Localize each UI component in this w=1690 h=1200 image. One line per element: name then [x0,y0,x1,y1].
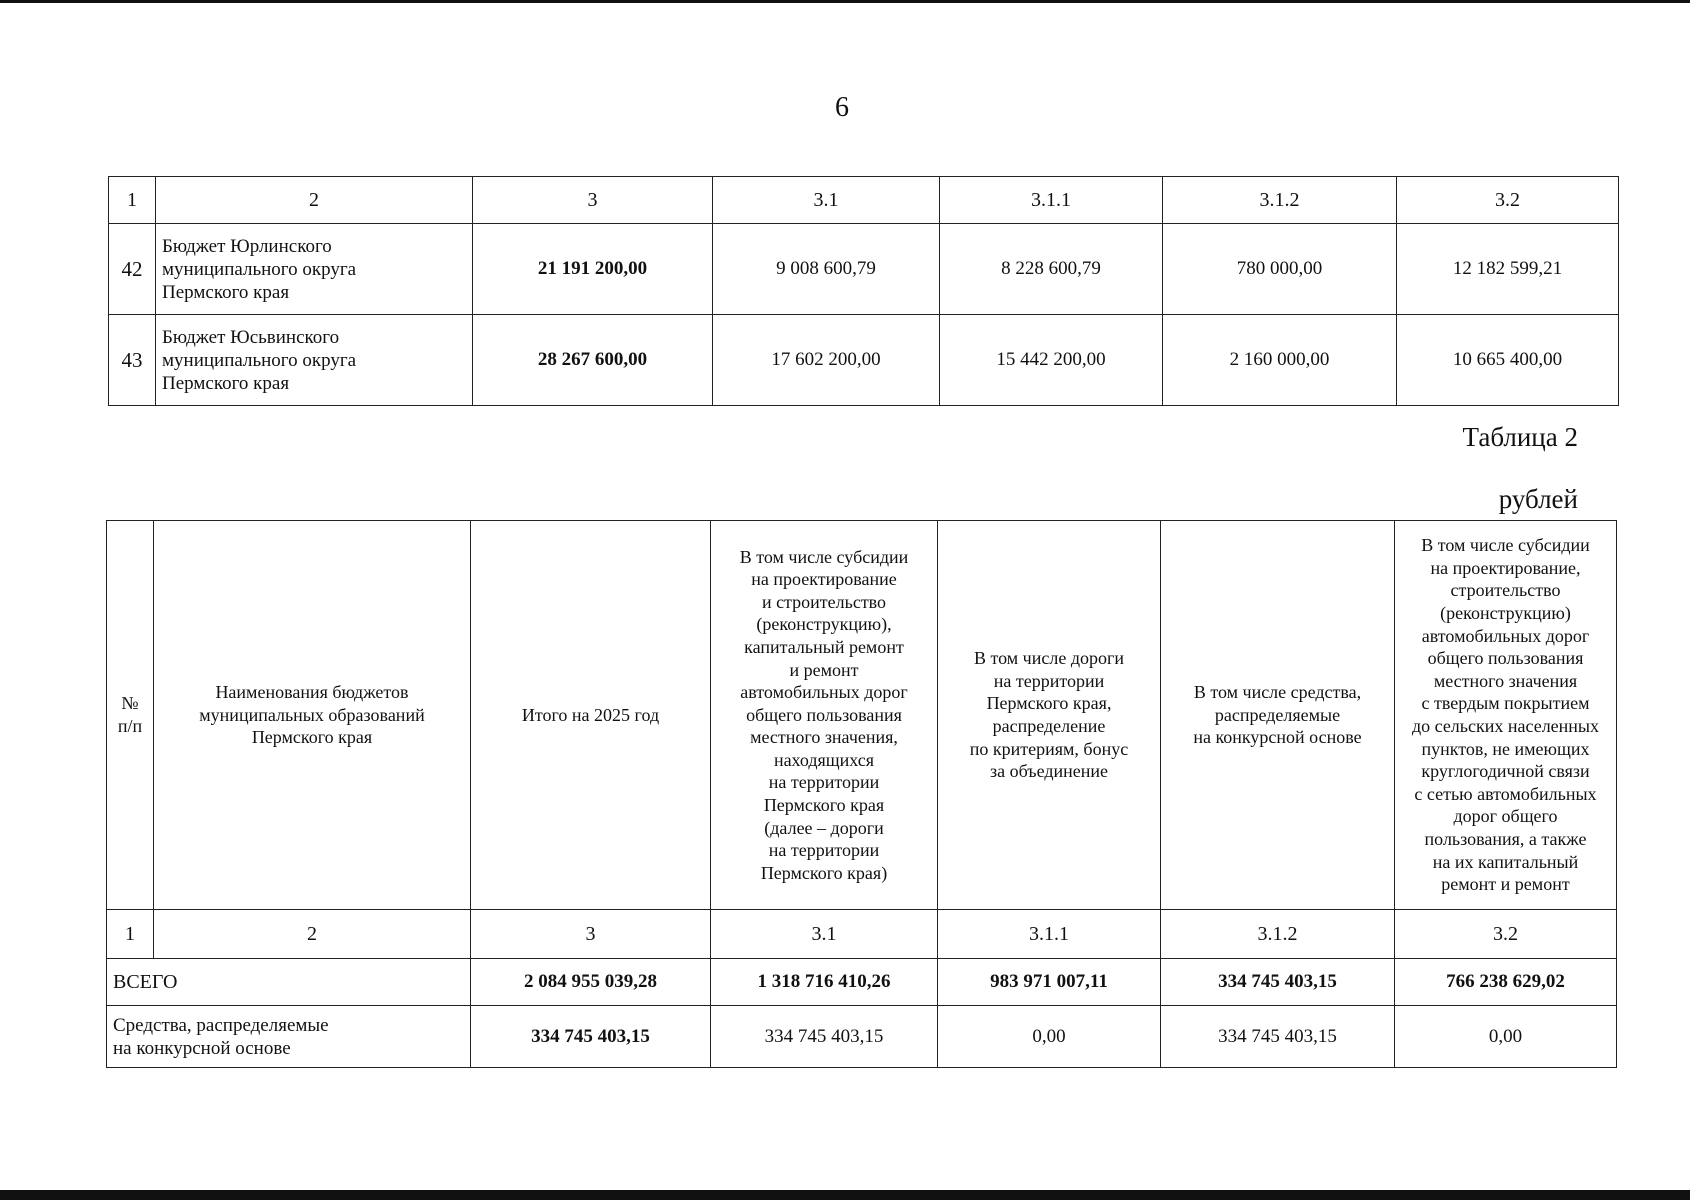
header-line: Пермского края [251,727,373,748]
header-budget-name [154,521,471,910]
budget-name-line: Пермского края [162,372,290,394]
header-line: до сельских населенных [1411,716,1600,736]
budget-name [156,315,473,406]
header-line: и строительство [761,591,887,612]
column-number: 3.1 [711,910,938,959]
total-value: 2 084 955 039,28 [471,959,711,1006]
column-number: 3.1.1 [940,177,1163,224]
header-line: В том числе дороги [973,648,1124,669]
budget-name-line: муниципального округа [162,258,357,280]
value-3-1-2: 780 000,00 [1163,224,1397,315]
header-number [107,521,154,910]
header-line: за объединение [989,761,1109,782]
header-3-1-1 [938,521,1161,910]
total-value: 21 191 200,00 [473,224,713,315]
value-3-1-1: 983 971 007,11 [938,959,1161,1006]
header-line: на территории [768,772,880,793]
header-line: Пермского края, [986,693,1112,714]
header-3-1-2 [1161,521,1395,910]
scan-top-edge [0,0,1690,3]
header-line: ремонт и ремонт [1441,874,1570,895]
header-line: на территории [993,670,1105,691]
value-3-1-1: 0,00 [938,1006,1161,1068]
value-3-1-2: 334 745 403,15 [1161,959,1395,1006]
value-3-1: 1 318 716 410,26 [711,959,938,1006]
competitive-row [107,1006,1617,1068]
value-3-2: 10 665 400,00 [1397,315,1619,406]
total-value: 28 267 600,00 [473,315,713,406]
row-number: 42 [109,224,156,315]
column-number: 2 [154,910,471,959]
budget-name-line: Бюджет Юсьвинского [162,326,340,348]
value-3-1: 334 745 403,15 [711,1006,938,1068]
column-number-row [109,177,1619,224]
header-line: автомобильных дорог [1421,625,1590,646]
value-3-1: 17 602 200,00 [713,315,940,406]
label-line: Средства, распределяемые [113,1014,329,1036]
column-number: 3.2 [1395,910,1617,959]
budget-name-line: Пермского края [162,281,290,303]
header-line: Итого на 2025 год [521,704,660,725]
header-total [471,521,711,910]
header-line: № [121,693,139,714]
table-row [109,315,1619,406]
table-1-continuation [108,176,1619,406]
header-line: муниципальных образований [199,704,425,725]
header-line: на конкурсной основе [1193,727,1362,748]
column-number: 3.1 [713,177,940,224]
header-line: строительство [1450,580,1561,601]
header-line: В том числе субсидии [1421,535,1590,556]
header-line: пользования, а также [1424,828,1587,849]
column-number: 2 [156,177,473,224]
header-line: Пермского края [763,795,885,816]
value-3-1: 9 008 600,79 [713,224,940,315]
total-row [107,959,1617,1006]
total-value: 334 745 403,15 [471,1006,711,1068]
label-line: на конкурсной основе [113,1037,291,1059]
row-number: 43 [109,315,156,406]
header-line: круглогодичной связи [1421,761,1590,782]
header-line: В том числе субсидии [739,546,909,567]
header-line: автомобильных дорог [740,682,908,703]
table-caption: Таблица 2 [1462,422,1578,452]
budget-name-line: Бюджет Юрлинского [162,235,332,257]
header-line: местного значения [1433,670,1578,691]
column-number: 3.1.2 [1163,177,1397,224]
table-row [109,224,1619,315]
header-line: общего пользования [1427,648,1584,669]
header-line: Наименования бюджетов [215,682,409,703]
header-line: (реконструкцию) [1440,603,1571,624]
budget-name [156,224,473,315]
header-line: (реконструкцию), [756,614,892,635]
units-label: рублей [1498,484,1578,514]
value-3-2: 766 238 629,02 [1395,959,1617,1006]
header-line: пунктов, не имеющих [1421,738,1590,759]
header-line: на их капитальный [1432,851,1579,872]
header-line: распределение [992,716,1106,736]
header-line: с твердым покрытием [1421,693,1590,714]
header-line: Пермского края) [760,862,888,883]
header-line: местного значения, [750,727,898,748]
table-header-row [107,521,1617,910]
header-line: (далее – дороги [764,817,884,838]
header-line: по критериям, бонус [969,738,1129,759]
header-line: на проектирование, [1430,557,1581,578]
page-number: 6 [835,92,849,123]
column-number: 1 [109,177,156,224]
header-3-1 [711,521,938,910]
header-line: и ремонт [789,659,859,680]
column-number-row [107,910,1617,959]
header-line: общего пользования [746,704,902,725]
header-line: распределяемые [1214,704,1341,725]
value-3-1-2: 334 745 403,15 [1161,1006,1395,1068]
value-3-1-1: 8 228 600,79 [940,224,1163,315]
header-line: п/п [117,716,143,736]
column-number: 3.2 [1397,177,1619,224]
header-line: В том числе средства, [1193,682,1362,703]
competitive-row-label [107,1006,471,1068]
header-line: находящихся [773,749,875,770]
column-number: 3.1.1 [938,910,1161,959]
value-3-2: 12 182 599,21 [1397,224,1619,315]
header-line: на проектирование [751,569,897,590]
total-row-label: ВСЕГО [107,959,471,1006]
column-number: 3 [473,177,713,224]
budget-name-line: муниципального округа [162,349,357,371]
scan-bottom-edge [0,1190,1690,1200]
header-line: с сетью автомобильных [1414,783,1597,804]
value-3-1-1: 15 442 200,00 [940,315,1163,406]
header-line: дорог общего [1453,806,1558,827]
header-line: капитальный ремонт [744,636,904,657]
header-3-2 [1395,521,1617,910]
value-3-2: 0,00 [1395,1006,1617,1068]
column-number: 3.1.2 [1161,910,1395,959]
table-2 [106,520,1617,1068]
column-number: 1 [107,910,154,959]
header-line: на территории [768,840,880,861]
column-number: 3 [471,910,711,959]
value-3-1-2: 2 160 000,00 [1163,315,1397,406]
